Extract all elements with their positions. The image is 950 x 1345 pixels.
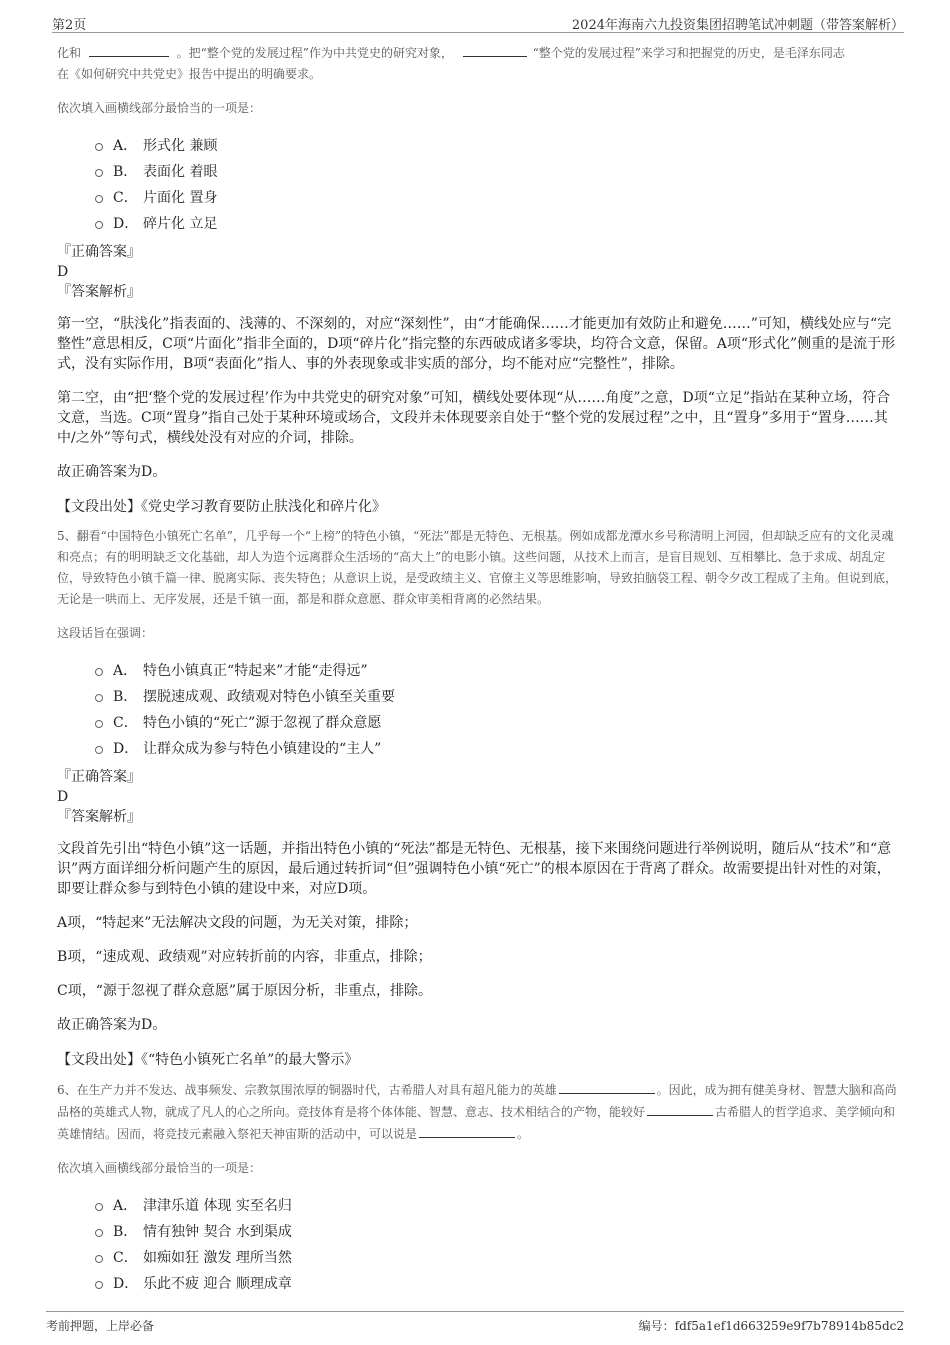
q4-analysis-para: 第二空，由“把‘整个党的发展过程’作为中共党史的研究对象”可知，横线处要体现“从……角度”之意，D项“立足”指站在某种立场，符合文意，当选。C项“置身”指自己处于某种环境或场合，文段并未体现要亲自处于“整个党的发展过程”之中，且“置身”多用于“置身……其中/之外”等句式，横线处没有对应的介词，排除。 <box>57 390 891 446</box>
q6-stem-text-4: 。 <box>517 1127 530 1141</box>
page-content <box>57 42 897 1296</box>
radio-icon[interactable] <box>95 720 103 728</box>
radio-icon[interactable] <box>95 221 103 229</box>
q4-answer: D <box>57 264 69 280</box>
q4-analysis-label: 『答案解析』 <box>57 284 141 300</box>
q5-analysis-label: 『答案解析』 <box>57 809 141 825</box>
option-letter: B． <box>113 164 138 180</box>
q6-stem-text-2: 。因此，成为拥有健美身材、智慧大脑和高尚品格的英雄式人物，就成了凡人的心之所向。竞技体育是将个体体能、智慧、意志、技术相结合的产物，能较好 <box>57 1083 897 1119</box>
radio-icon[interactable] <box>95 169 103 177</box>
q5-option-a[interactable] <box>95 657 897 683</box>
q4-instruction: 依次填入画横线部分最恰当的一项是： <box>57 101 262 115</box>
q6-option-a[interactable] <box>95 1192 897 1218</box>
q4-option-c[interactable] <box>95 184 897 210</box>
option-text: 表面化 着眼 <box>143 164 218 180</box>
option-text: 碎片化 立足 <box>143 216 218 232</box>
option-letter: A． <box>113 138 138 154</box>
option-letter: D． <box>113 1276 139 1292</box>
q4-option-a[interactable] <box>95 132 897 158</box>
option-letter: D． <box>113 216 139 232</box>
q5-option-c[interactable] <box>95 709 897 735</box>
document-id: 编号：fdf5a1ef1d663259e9f7b78914b85dc2 <box>638 1319 904 1333</box>
q5-instruction: 这段话旨在强调： <box>57 626 154 640</box>
option-letter: B． <box>113 689 138 705</box>
q5-analysis-para: C项，“源于忽视了群众意愿”属于原因分析，非重点，排除。 <box>57 983 433 999</box>
q4-options <box>95 132 897 236</box>
option-letter: A． <box>113 1198 138 1214</box>
q6-stem <box>57 1079 897 1145</box>
option-letter: C． <box>113 1250 138 1266</box>
page-footer <box>46 1311 904 1336</box>
radio-icon[interactable] <box>95 694 103 702</box>
radio-icon[interactable] <box>95 1255 103 1263</box>
document-title: 2024年海南六九投资集团招聘笔试冲刺题（带答案解析） <box>571 18 904 33</box>
q5-analysis-para: 文段首先引出“特色小镇”这一话题，并指出特色小镇的“死法”都是无特色、无根基，接下来围绕问题进行举例说明，随后从“技术”和“意识”两方面详细分析问题产生的原因，最后通过转折词“但”强调特色小镇“死亡”的根本原因在于背离了群众。故需要提出针对性的对策，即要让群众参与到特色小镇的建设中来，对应D项。 <box>57 841 892 897</box>
q4-analysis-conclusion: 故正确答案为D。 <box>57 464 167 480</box>
q4-answer-label: 『正确答案』 <box>57 244 141 260</box>
q5-source: 【文段出处】《“特色小镇死亡名单”的最大警示》 <box>57 1052 359 1068</box>
option-text: 乐此不疲 迎合 顺理成章 <box>143 1276 292 1292</box>
q4-stem-text-4: 在《如何研究中共党史》报告中提出的明确要求。 <box>57 67 322 81</box>
footer-slogan: 考前押题，上岸必备 <box>46 1319 155 1333</box>
q6-instruction: 依次填入画横线部分最恰当的一项是： <box>57 1161 262 1175</box>
radio-icon[interactable] <box>95 195 103 203</box>
radio-icon[interactable] <box>95 668 103 676</box>
q4-stem <box>57 42 897 85</box>
q5-answer-label: 『正确答案』 <box>57 769 141 785</box>
option-text: 如痴如狂 激发 理所当然 <box>143 1250 292 1266</box>
q5-options <box>95 657 897 761</box>
q4-option-d[interactable] <box>95 210 897 236</box>
q6-blank-2 <box>647 1101 713 1116</box>
option-text: 津津乐道 体现 实至名归 <box>143 1198 292 1214</box>
q6-stem-text-1: 6、在生产力并不发达、战事频发、宗教氛围浓厚的铜器时代，古希腊人对具有超凡能力的英雄 <box>57 1083 557 1097</box>
q4-stem-text-3: “整个党的发展过程”来学习和把握党的历史，是毛泽东同志 <box>532 46 845 60</box>
q4-source: 【文段出处】《党史学习教育要防止肤浅化和碎片化》 <box>57 499 386 515</box>
q5-analysis-conclusion: 故正确答案为D。 <box>57 1017 167 1033</box>
q6-option-d[interactable] <box>95 1270 897 1296</box>
q6-options <box>95 1192 897 1296</box>
option-letter: C． <box>113 190 138 206</box>
radio-icon[interactable] <box>95 746 103 754</box>
q5-analysis-para: A项，“特起来”无法解决文段的问题，为无关对策，排除； <box>57 915 418 931</box>
option-text: 情有独钟 契合 水到渠成 <box>143 1224 292 1240</box>
option-letter: C． <box>113 715 138 731</box>
q4-option-b[interactable] <box>95 158 897 184</box>
q4-stem-text-1: 化和 <box>57 46 82 60</box>
option-text: 片面化 置身 <box>143 190 218 206</box>
q5-option-b[interactable] <box>95 683 897 709</box>
option-text: 让群众成为参与特色小镇建设的“主人” <box>143 741 382 757</box>
radio-icon[interactable] <box>95 143 103 151</box>
option-text: 形式化 兼顾 <box>143 138 218 154</box>
radio-icon[interactable] <box>95 1281 103 1289</box>
radio-icon[interactable] <box>95 1229 103 1237</box>
q5-answer: D <box>57 789 69 805</box>
page-number: 第2页 <box>52 18 87 33</box>
radio-icon[interactable] <box>95 1203 103 1211</box>
q5-option-d[interactable] <box>95 735 897 761</box>
q4-analysis-para: 第一空，“肤浅化”指表面的、浅薄的、不深刻的，对应“深刻性”，由“才能确保……才能更加有效防止和避免……”可知，横线处应与“完整性”意思相反，C项“片面化”指非全面的，D项“碎片化”指完整的东西破成诸多零块，均符合文意，保留。A项“形式化”侧重的是流于形式，没有实际作用，B项“表面化”指人、事的外表现象或非实质的部分，均不能对应“完整性”，排除。 <box>57 316 896 372</box>
q6-blank-3 <box>419 1123 515 1138</box>
option-text: 摆脱速成观、政绩观对特色小镇至关重要 <box>143 689 395 705</box>
q6-option-b[interactable] <box>95 1218 897 1244</box>
option-text: 特色小镇的“死亡”源于忽视了群众意愿 <box>143 715 382 731</box>
option-letter: A． <box>113 663 138 679</box>
q4-stem-text-2: 。把“整个党的发展过程”作为中共党史的研究对象， <box>176 46 453 60</box>
q6-blank-1 <box>559 1079 655 1094</box>
q5-stem: 5、翻看“中国特色小镇死亡名单”，几乎每一个“上榜”的特色小镇，“死法”都是无特色、无根基。例如成都龙潭水乡号称清明上河园，但却缺乏应有的文化灵魂和亮点；有的明明缺乏文化基础，却人为造个远离群众生活场的“高大上”的电影小镇。这些问题，从技术上而言，是盲目规划、互相攀比、急于求成、胡乱定位，导致特色小镇千篇一律、脱离实际、丧失特色；从意识上说，是受政绩主义、官僚主义等思维影响，导致拍脑袋工程、朝令夕改工程成了主角。但说到底，无论是一哄而上、无序发展，还是千镇一面，都是和群众意愿、群众审美相背离的必然结果。 <box>57 529 898 606</box>
q4-blank-2 <box>463 42 527 57</box>
q4-blank-1 <box>89 42 169 57</box>
option-letter: B． <box>113 1224 138 1240</box>
page-header <box>52 10 904 33</box>
option-letter: D． <box>113 741 139 757</box>
q6-stem-text-3: 古希腊人的哲学追求、美学倾向和英雄情结。因而，将竞技元素融入祭祀天神宙斯的活动中，可以说是 <box>57 1105 896 1141</box>
option-text: 特色小镇真正“特起来”才能“走得远” <box>143 663 368 679</box>
q5-analysis-para: B项，“速成观、政绩观”对应转折前的内容，非重点，排除； <box>57 949 432 965</box>
q6-option-c[interactable] <box>95 1244 897 1270</box>
